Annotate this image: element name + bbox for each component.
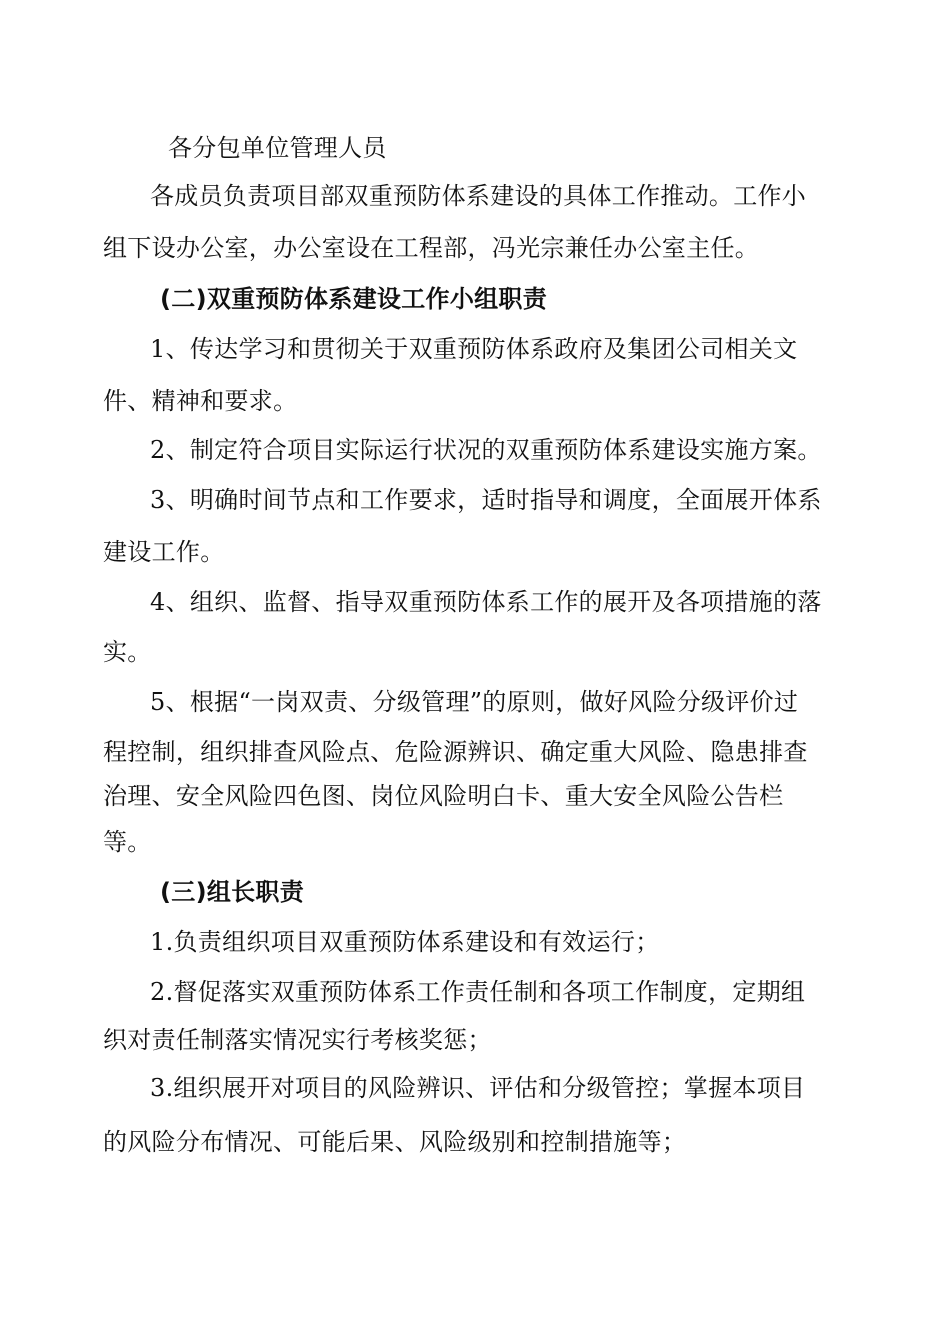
duty-line: 2.督促落实双重预防体系工作责任制和各项工作制度，定期组 [150, 978, 806, 1006]
paragraph-line: 组下设办公室，办公室设在工程部，冯光宗兼任办公室主任。 [103, 234, 760, 262]
list-item-line: 5、根据“一岗双责、分级管理”的原则，做好风险分级评价过 [150, 688, 799, 716]
list-item-line: 程控制，组织排查风险点、危险源辨识、确定重大风险、隐患排查 [103, 738, 808, 766]
list-item-line: 治理、安全风险四色图、岗位风险明白卡、重大安全风险公告栏 [103, 782, 784, 810]
list-item-line: 件、精神和要求。 [103, 387, 298, 415]
list-item-line: 等。 [103, 828, 152, 856]
duty-line: 的风险分布情况、可能后果、风险级别和控制措施等； [103, 1128, 687, 1156]
duty-line: 织对责任制落实情况实行考核奖惩； [103, 1026, 492, 1054]
list-item-line: 建设工作。 [103, 538, 225, 566]
paragraph-line: 各成员负责项目部双重预防体系建设的具体工作推动。工作小 [150, 182, 807, 210]
list-item-line: 实。 [103, 638, 152, 666]
list-item-line: 2、制定符合项目实际运行状况的双重预防体系建设实施方案。 [150, 436, 822, 464]
section-heading-2: (二)双重预防体系建设工作小组职责 [160, 285, 548, 313]
duty-line: 3.组织展开对项目的风险辨识、评估和分级管控；掌握本项目 [150, 1074, 806, 1102]
list-item-line: 1、传达学习和贯彻关于双重预防体系政府及集团公司相关文 [150, 335, 798, 363]
section-heading-3: (三)组长职责 [160, 878, 305, 906]
list-item-line: 3、明确时间节点和工作要求，适时指导和调度，全面展开体系 [150, 486, 822, 514]
members-line: 各分包单位管理人员 [168, 134, 387, 162]
duty-line: 1.负责组织项目双重预防体系建设和有效运行； [150, 928, 660, 956]
list-item-line: 4、组织、监督、指导双重预防体系工作的展开及各项措施的落 [150, 588, 822, 616]
